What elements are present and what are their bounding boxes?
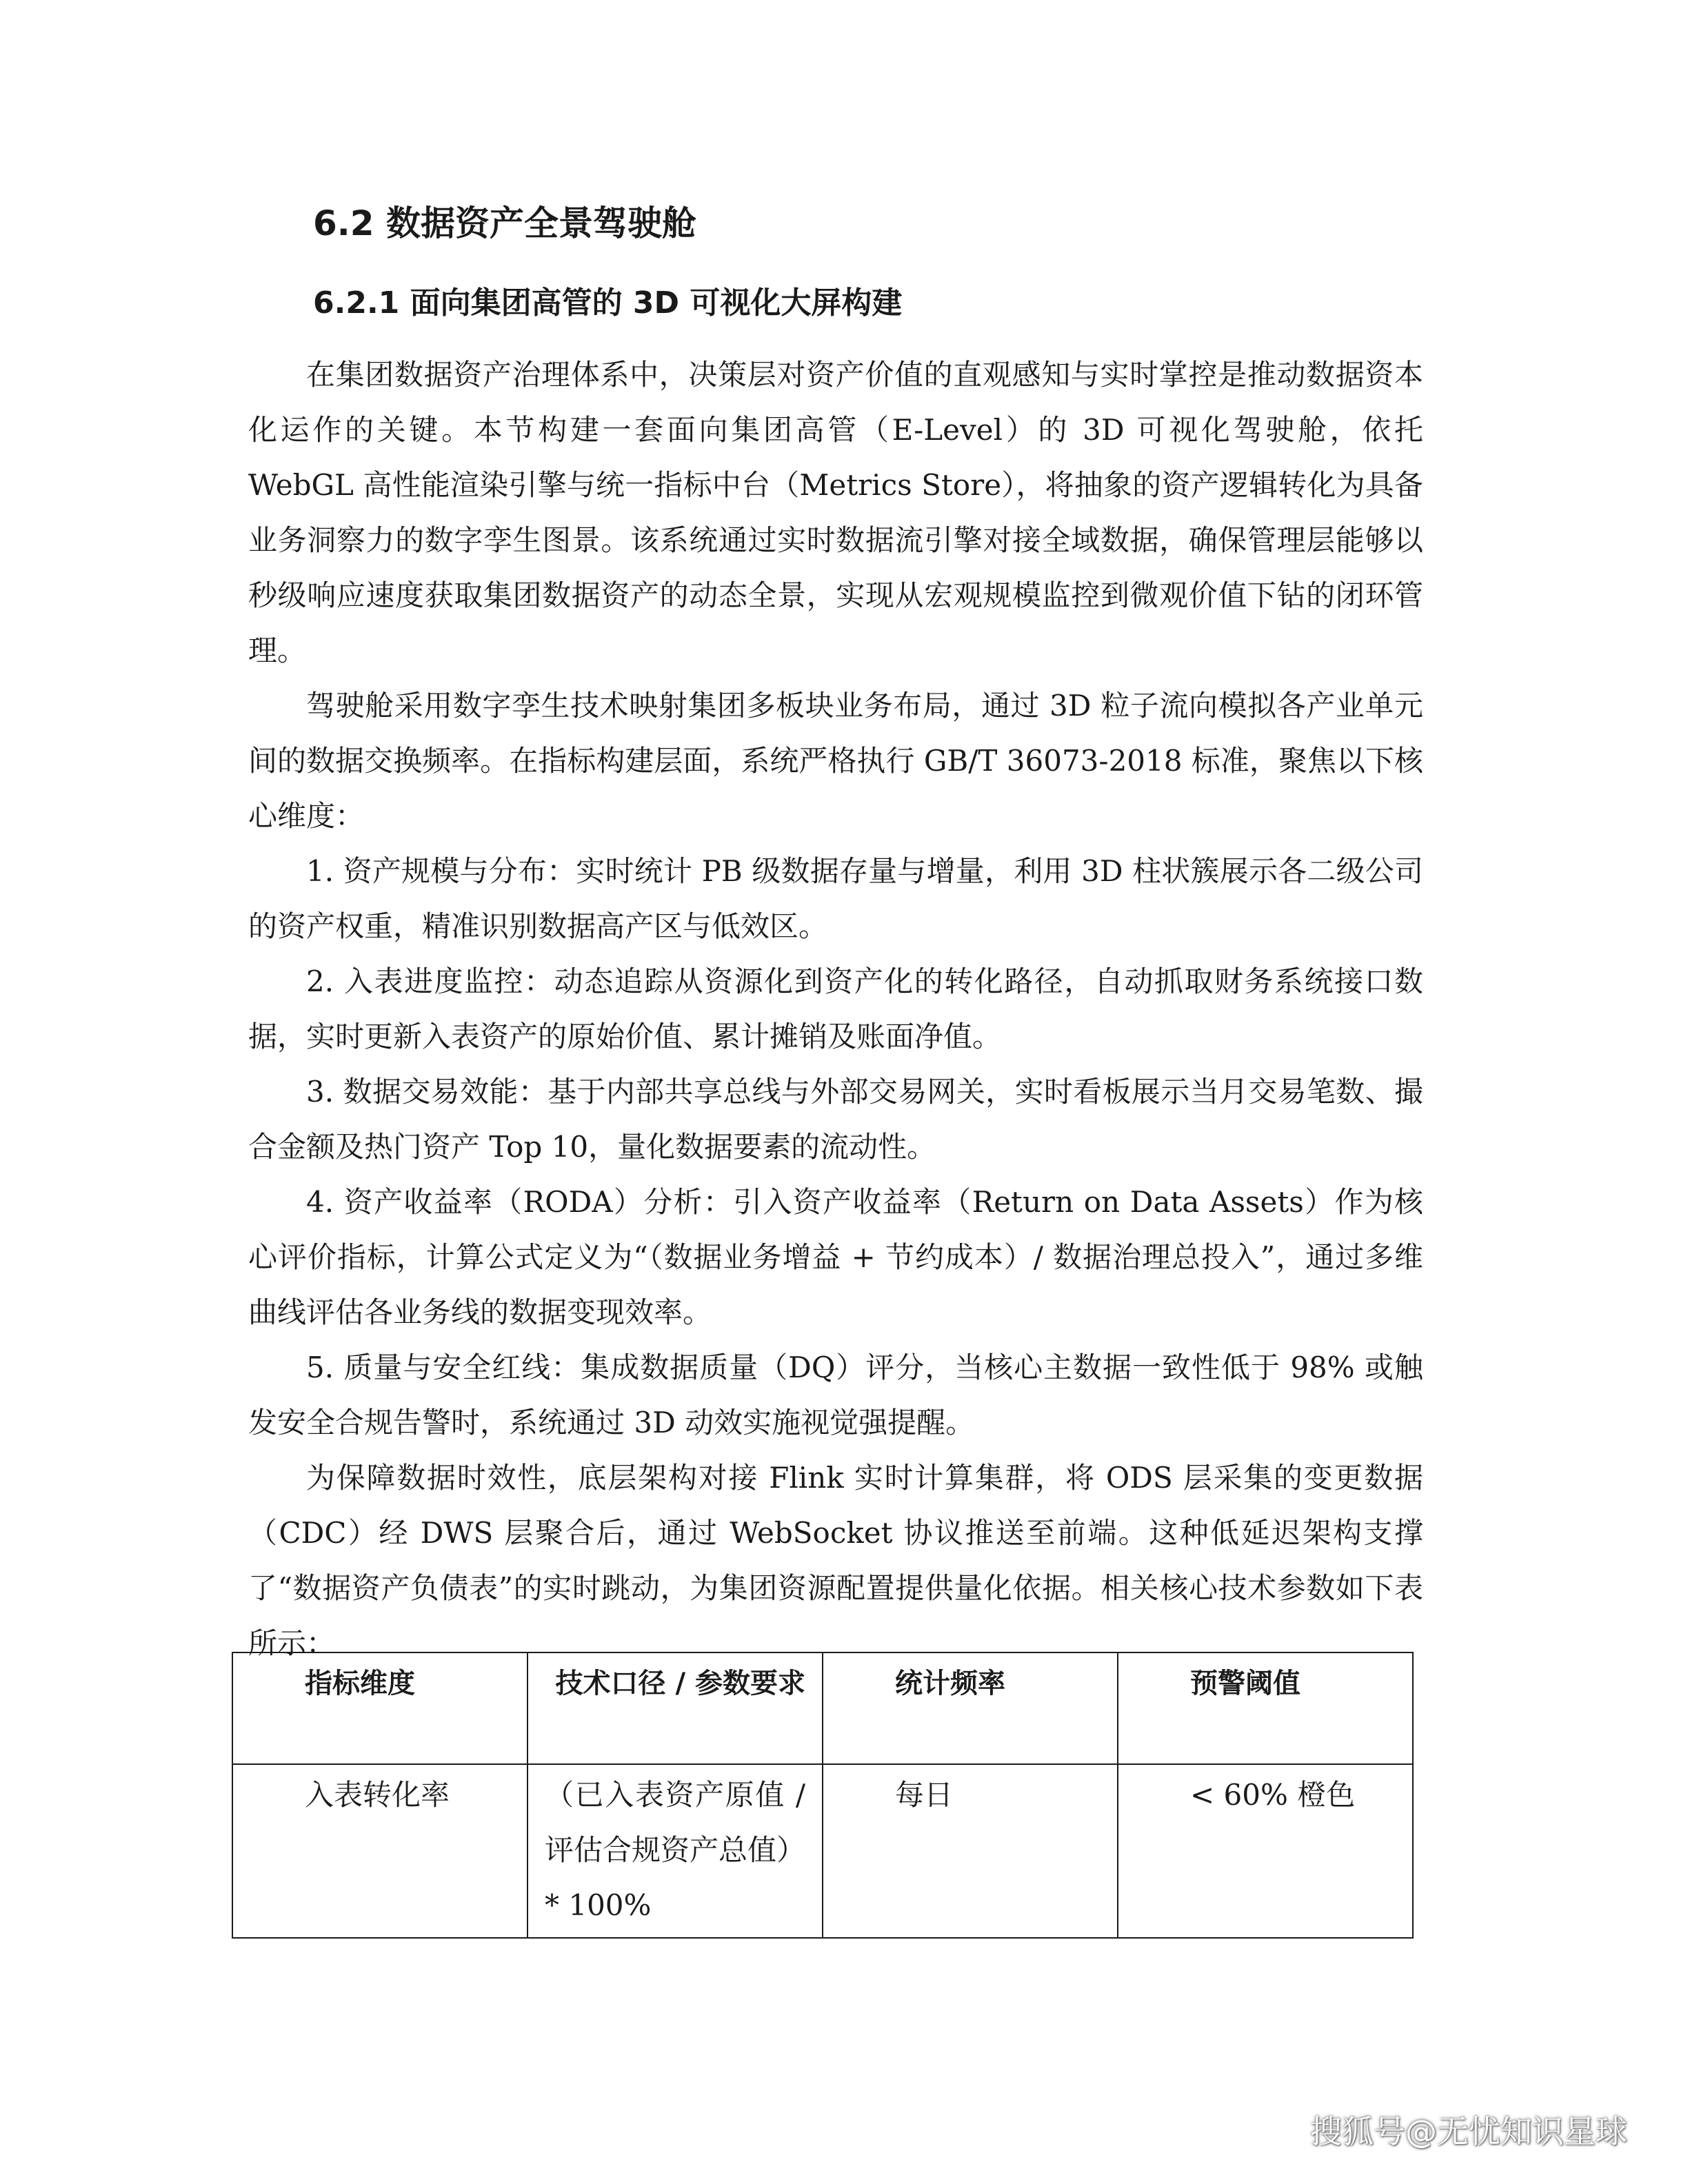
table-header-row: [232, 1652, 1413, 1764]
section-heading: 6.2 数据资产全景驾驶舱: [313, 203, 696, 243]
list-item-roda-analysis: 4. 资产收益率（RODA）分析：引入资产收益率（Return on Data Assets）作为核心评价指标，计算公式定义为“（数据业务增益 + 节约成本）/ 数据治理总投入”，通过多维曲线评估各业务线的数据变现效率。: [248, 1185, 1423, 1329]
list-item-ledger-progress: 2. 入表进度监控：动态追踪从资源化到资产化的转化路径，自动抓取财务系统接口数据，实时更新入表资产的原始价值、累计摊销及账面净值。: [248, 964, 1423, 1053]
table-header-cell: 技术口径 / 参数要求: [528, 1652, 823, 1764]
subsection-heading: 6.2.1 面向集团高管的 3D 可视化大屏构建: [313, 285, 903, 321]
table-header-cell: 指标维度: [232, 1652, 528, 1764]
table-cell-frequency: 每日: [823, 1764, 1118, 1938]
watermark: 搜狐号@无忧知识星球: [1310, 2113, 1627, 2150]
table-header-cell: 预警阈值: [1118, 1652, 1413, 1764]
list-item-trading-efficiency: 3. 数据交易效能：基于内部共享总线与外部交易网关，实时看板展示当月交易笔数、撮合金额及热门资产 Top 10，量化数据要素的流动性。: [248, 1075, 1423, 1164]
table-header-cell: 统计频率: [823, 1652, 1118, 1764]
table-row: [232, 1764, 1413, 1938]
table-cell-spec: （已入表资产原值 / 评估合规资产总值）* 100%: [528, 1764, 823, 1938]
paragraph-architecture: 为保障数据时效性，底层架构对接 Flink 实时计算集群，将 ODS 层采集的变更数据（CDC）经 DWS 层聚合后，通过 WebSocket 协议推送至前端。这种低延迟架构支撑了“数据资产负债表”的实时跳动，为集团资源配置提供量化依据。相关核心技术参数如下表所示：: [248, 1461, 1423, 1660]
paragraph-dimensions-lead: 驾驶舱采用数字孪生技术映射集团多板块业务布局，通过 3D 粒子流向模拟各产业单元间的数据交换频率。在指标构建层面，系统严格执行 GB/T 36073-2018 标准，聚焦以下核心维度：: [248, 689, 1423, 833]
table-cell-dimension: 入表转化率: [232, 1764, 528, 1938]
list-item-asset-scale: 1. 资产规模与分布：实时统计 PB 级数据存量与增量，利用 3D 柱状簇展示各二级公司的资产权重，精准识别数据高产区与低效区。: [248, 854, 1423, 943]
list-item-quality-security: 5. 质量与安全红线：集成数据质量（DQ）评分，当核心主数据一致性低于 98% 或触发安全合规告警时，系统通过 3D 动效实施视觉强提醒。: [248, 1351, 1423, 1439]
table-cell-threshold: < 60% 橙色: [1118, 1764, 1413, 1938]
body-text: [248, 347, 1423, 1671]
paragraph-intro: 在集团数据资产治理体系中，决策层对资产价值的直观感知与实时掌控是推动数据资本化运作的关键。本节构建一套面向集团高管（E-Level）的 3D 可视化驾驶舱，依托 WebGL 高性能渲染引擎与统一指标中台（Metrics Store），将抽象的资产逻辑转化为具备业务洞察力的数字孪生图景。该系统通过实时数据流引擎对接全域数据，确保管理层能够以秒级响应速度获取集团数据资产的动态全景，实现从宏观规模监控到微观价值下钻的闭环管理。: [248, 358, 1423, 667]
parameter-table: [232, 1652, 1414, 1939]
